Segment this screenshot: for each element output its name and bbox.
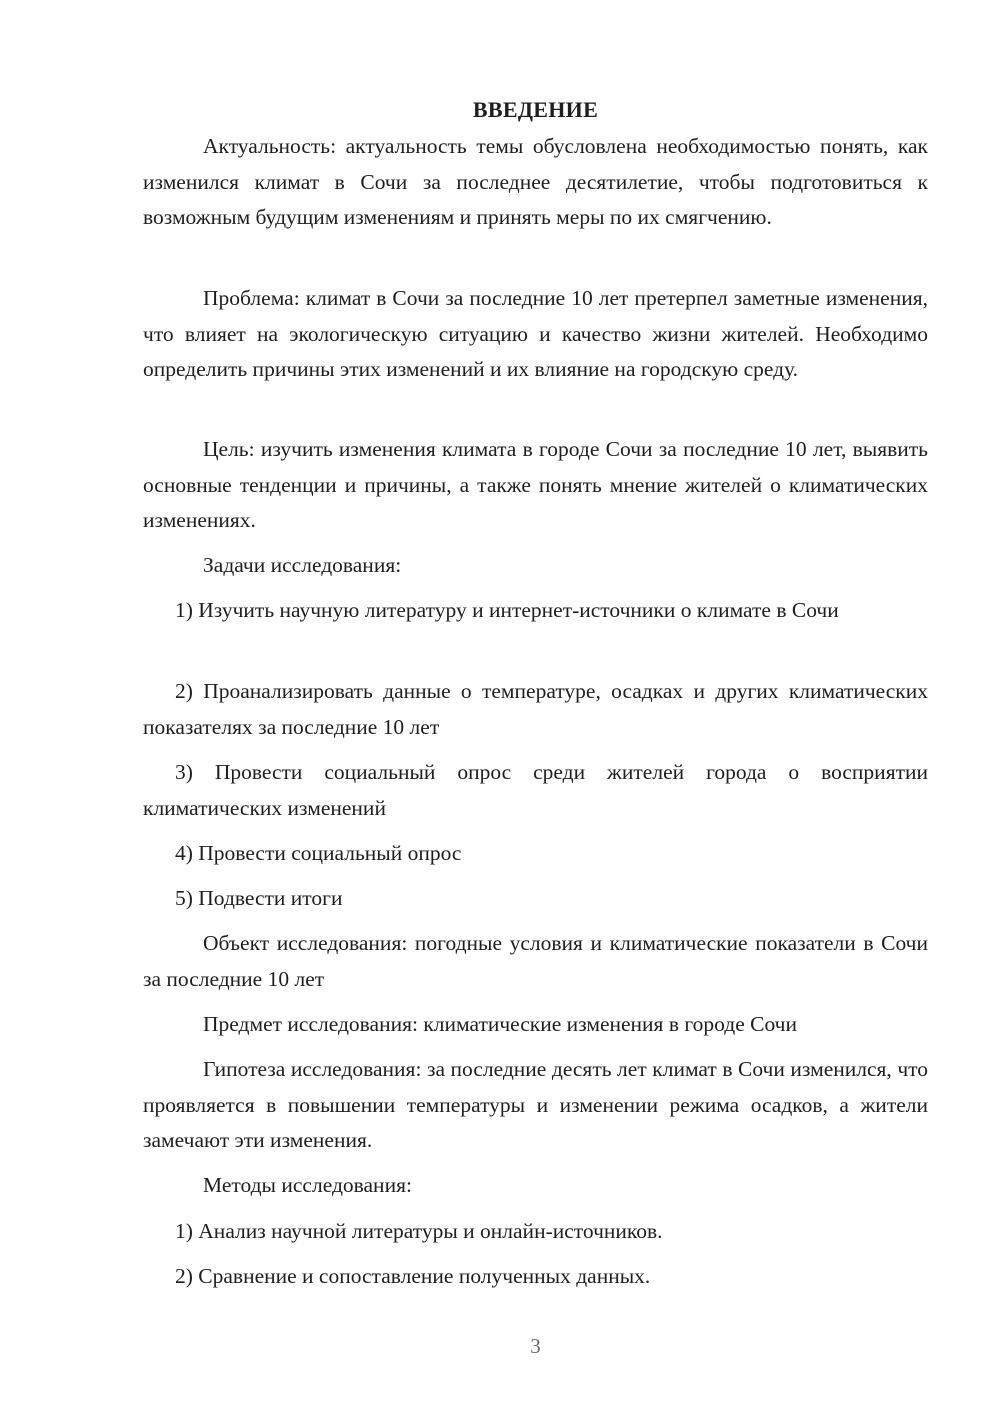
task-item: 1) Изучить научную литературу и интернет-источники о климате в Сочи bbox=[175, 598, 839, 622]
paragraph-relevance: Актуальность: актуальность темы обусловлена необходимостью понять, как изменился климат в Сочи за последнее десятилетие, чтобы подготовиться к возможным будущим изменениям и принять меры по их смягчению. bbox=[143, 134, 928, 229]
paragraph-methods-heading: Методы исследования: bbox=[203, 1173, 412, 1197]
task-item: 4) Провести социальный опрос bbox=[175, 841, 462, 865]
paragraph-subject: Предмет исследования: климатические изменения в городе Сочи bbox=[203, 1012, 797, 1036]
task-item: 2) Проанализировать данные о температуре, осадках и других климатических показателях за последние 10 лет bbox=[143, 679, 928, 739]
task-item: 5) Подвести итоги bbox=[175, 886, 343, 910]
method-item: 2) Сравнение и сопоставление полученных данных. bbox=[175, 1264, 651, 1288]
task-item: 3) Провести социальный опрос среди жителей города о восприятии климатических изменений bbox=[143, 760, 928, 820]
paragraph-object: Объект исследования: погодные условия и климатические показатели в Сочи за последние 10 лет bbox=[143, 931, 928, 991]
paragraph-goal: Цель: изучить изменения климата в городе Сочи за последние 10 лет, выявить основные тенденции и причины, а также понять мнение жителей о климатических изменениях. bbox=[143, 437, 928, 532]
paragraph-hypothesis: Гипотеза исследования: за последние десять лет климат в Сочи изменился, что проявляется в повышении температуры и изменении режима осадков, а жители замечают эти изменения. bbox=[143, 1057, 928, 1152]
document-page bbox=[143, 0, 928, 1414]
page-number: 3 bbox=[530, 1334, 541, 1358]
method-item: 1) Анализ научной литературы и онлайн-источников. bbox=[175, 1219, 663, 1243]
paragraph-problem: Проблема: климат в Сочи за последние 10 лет претерпел заметные изменения, что влияет на экологическую ситуацию и качество жизни жителей. Необходимо определить причины этих изменений и их влияние на городскую среду. bbox=[143, 286, 928, 381]
paragraph-tasks-heading: Задачи исследования: bbox=[203, 553, 402, 577]
section-title: ВВЕДЕНИЕ bbox=[472, 97, 599, 122]
